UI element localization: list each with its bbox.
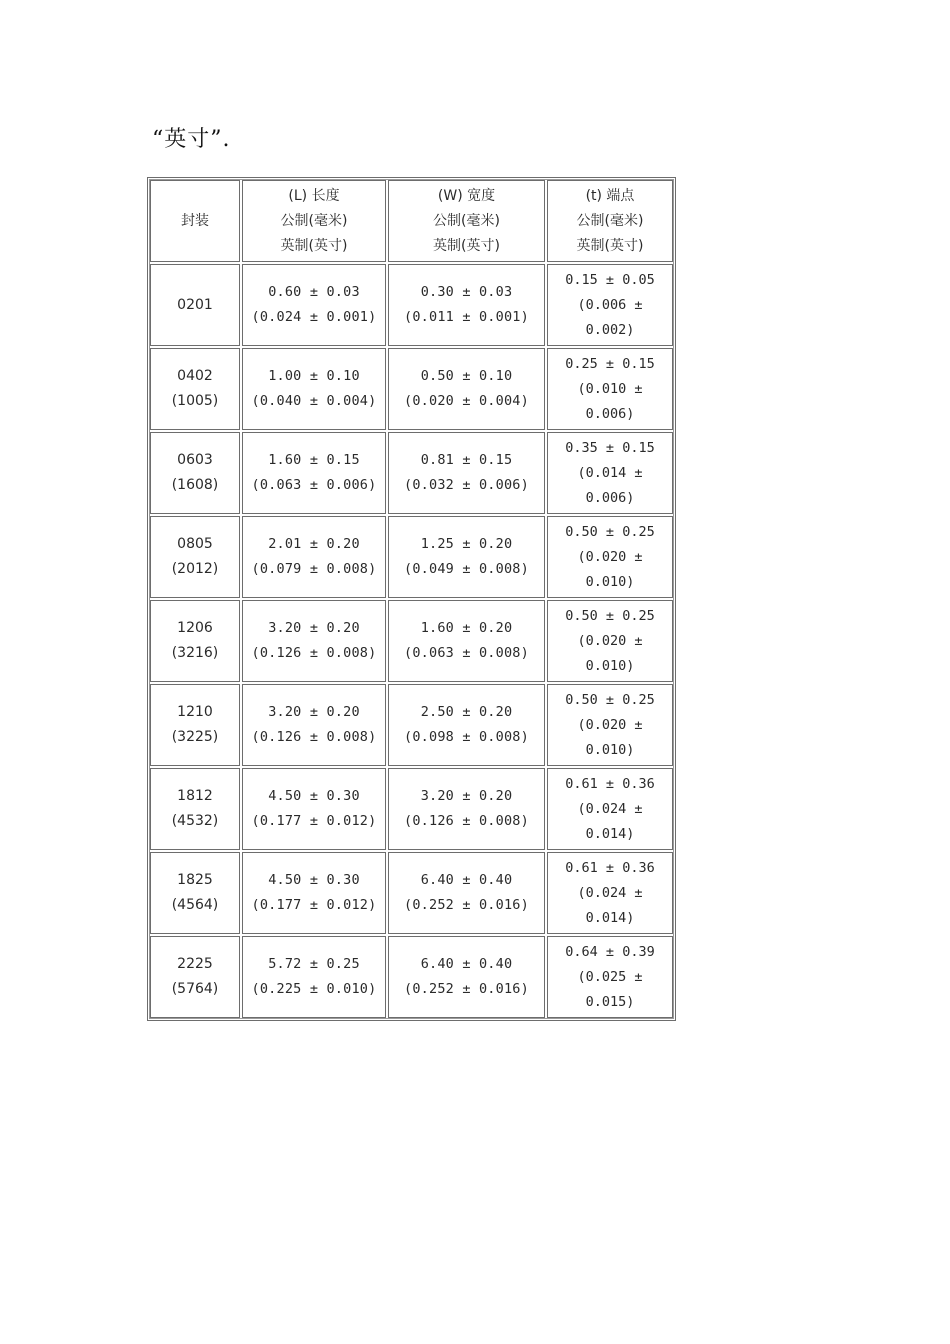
terminal-cell: [547, 684, 673, 766]
package-metric-code: (4564): [171, 897, 219, 913]
length-cell: [242, 432, 386, 514]
width-imperial-value: (0.049 ± 0.008): [404, 561, 529, 577]
width-cell: [388, 348, 545, 430]
package-code: 0805: [177, 536, 213, 552]
terminal-cell: [547, 768, 673, 850]
terminal-value: 0.35 ± 0.15 (0.014 ± 0.006): [565, 439, 655, 506]
width-metric-value: 3.20 ± 0.20: [420, 788, 513, 804]
width-imperial-value: (0.126 ± 0.008): [404, 813, 529, 829]
width-metric-value: 0.30 ± 0.03: [420, 284, 513, 300]
width-cell: [388, 264, 545, 346]
width-imperial-value: (0.032 ± 0.006): [404, 477, 529, 493]
width-cell: [388, 936, 545, 1018]
terminal-value: 0.61 ± 0.36 (0.024 ± 0.014): [565, 859, 655, 926]
table-row: [150, 768, 673, 850]
package-cell: [150, 348, 240, 430]
header-length-title: (L) 长度: [288, 187, 340, 204]
package-cell: [150, 852, 240, 934]
table-row: [150, 348, 673, 430]
header-length: [242, 180, 386, 262]
length-metric-value: 1.60 ± 0.15: [268, 452, 360, 468]
width-imperial-value: (0.020 ± 0.004): [404, 393, 529, 409]
header-terminal-title: (t) 端点: [585, 187, 635, 204]
package-cell: [150, 936, 240, 1018]
package-cell: [150, 516, 240, 598]
length-metric-value: 3.20 ± 0.20: [268, 620, 360, 636]
header-terminal-imperial: 英制(英寸): [576, 237, 644, 254]
length-cell: [242, 348, 386, 430]
length-cell: [242, 264, 386, 346]
package-code: 1206: [177, 620, 213, 636]
package-metric-code: (4532): [171, 813, 219, 829]
terminal-value: 0.15 ± 0.05 (0.006 ± 0.002): [565, 271, 655, 338]
package-metric-code: (3225): [171, 729, 219, 745]
chip-size-table-container: [147, 177, 676, 1021]
length-imperial-value: (0.040 ± 0.004): [251, 393, 377, 409]
table-row: [150, 936, 673, 1018]
package-cell: [150, 768, 240, 850]
table-row: [150, 852, 673, 934]
terminal-cell: [547, 432, 673, 514]
width-cell: [388, 684, 545, 766]
package-cell: [150, 600, 240, 682]
header-terminal-metric: 公制(毫米): [576, 212, 644, 229]
terminal-cell: [547, 264, 673, 346]
header-width-metric: 公制(毫米): [433, 212, 500, 229]
terminal-value: 0.64 ± 0.39 (0.025 ± 0.015): [565, 943, 655, 1010]
table-row: [150, 432, 673, 514]
terminal-cell: [547, 936, 673, 1018]
package-code: 0603: [177, 452, 213, 468]
length-imperial-value: (0.063 ± 0.006): [251, 477, 377, 493]
chip-size-table: [147, 177, 676, 1021]
header-width-title: (W) 宽度: [437, 187, 496, 204]
terminal-cell: [547, 516, 673, 598]
width-cell: [388, 516, 545, 598]
terminal-value: 0.25 ± 0.15 (0.010 ± 0.006): [565, 355, 655, 422]
width-metric-value: 0.50 ± 0.10: [420, 368, 513, 384]
width-imperial-value: (0.011 ± 0.001): [404, 309, 529, 325]
header-package-label: 封装: [181, 212, 209, 229]
package-metric-code: (2012): [171, 561, 219, 577]
package-code: 2225: [177, 956, 213, 972]
package-code: 1210: [177, 704, 213, 720]
width-metric-value: 1.25 ± 0.20: [420, 536, 513, 552]
terminal-cell: [547, 852, 673, 934]
length-imperial-value: (0.126 ± 0.008): [251, 729, 377, 745]
length-metric-value: 4.50 ± 0.30: [268, 788, 360, 804]
terminal-value: 0.50 ± 0.25 (0.020 ± 0.010): [565, 607, 655, 674]
length-cell: [242, 684, 386, 766]
table-header-row: [150, 180, 673, 262]
length-cell: [242, 852, 386, 934]
width-cell: [388, 768, 545, 850]
width-metric-value: 0.81 ± 0.15: [420, 452, 513, 468]
length-imperial-value: (0.126 ± 0.008): [251, 645, 377, 661]
length-metric-value: 1.00 ± 0.10: [268, 368, 360, 384]
terminal-value: 0.61 ± 0.36 (0.024 ± 0.014): [565, 775, 655, 842]
length-cell: [242, 600, 386, 682]
length-metric-value: 3.20 ± 0.20: [268, 704, 360, 720]
header-length-metric: 公制(毫米): [280, 212, 348, 229]
intro-text: “英寸”.: [152, 127, 231, 152]
table-row: [150, 264, 673, 346]
length-imperial-value: (0.177 ± 0.012): [251, 813, 377, 829]
package-code: 0402: [177, 368, 213, 384]
length-imperial-value: (0.079 ± 0.008): [251, 561, 377, 577]
package-metric-code: (3216): [171, 645, 219, 661]
width-imperial-value: (0.098 ± 0.008): [404, 729, 529, 745]
length-metric-value: 5.72 ± 0.25: [268, 956, 360, 972]
package-cell: [150, 432, 240, 514]
length-imperial-value: (0.225 ± 0.010): [251, 981, 377, 997]
table-row: [150, 516, 673, 598]
header-terminal: [547, 180, 673, 262]
width-imperial-value: (0.063 ± 0.008): [404, 645, 529, 661]
header-length-imperial: 英制(英寸): [280, 237, 348, 254]
width-metric-value: 2.50 ± 0.20: [420, 704, 513, 720]
width-metric-value: 6.40 ± 0.40: [420, 956, 513, 972]
terminal-cell: [547, 600, 673, 682]
package-code: 0201: [177, 296, 213, 313]
length-cell: [242, 768, 386, 850]
width-metric-value: 6.40 ± 0.40: [420, 872, 513, 888]
table-row: [150, 684, 673, 766]
package-metric-code: (1608): [171, 477, 219, 493]
header-width-imperial: 英制(英寸): [433, 237, 500, 254]
width-metric-value: 1.60 ± 0.20: [420, 620, 513, 636]
header-width: [388, 180, 545, 262]
package-code: 1812: [177, 788, 213, 804]
length-imperial-value: (0.024 ± 0.001): [251, 309, 377, 325]
length-metric-value: 0.60 ± 0.03: [268, 284, 360, 300]
width-cell: [388, 852, 545, 934]
package-code: 1825: [177, 872, 213, 888]
width-imperial-value: (0.252 ± 0.016): [404, 897, 529, 913]
package-cell: [150, 264, 240, 346]
width-cell: [388, 600, 545, 682]
length-cell: [242, 516, 386, 598]
package-cell: [150, 684, 240, 766]
length-metric-value: 2.01 ± 0.20: [268, 536, 360, 552]
table-row: [150, 600, 673, 682]
terminal-value: 0.50 ± 0.25 (0.020 ± 0.010): [565, 691, 655, 758]
length-metric-value: 4.50 ± 0.30: [268, 872, 360, 888]
terminal-value: 0.50 ± 0.25 (0.020 ± 0.010): [565, 523, 655, 590]
length-cell: [242, 936, 386, 1018]
package-metric-code: (1005): [171, 393, 219, 409]
length-imperial-value: (0.177 ± 0.012): [251, 897, 377, 913]
terminal-cell: [547, 348, 673, 430]
width-cell: [388, 432, 545, 514]
header-package: [150, 180, 240, 262]
package-metric-code: (5764): [171, 981, 219, 997]
width-imperial-value: (0.252 ± 0.016): [404, 981, 529, 997]
